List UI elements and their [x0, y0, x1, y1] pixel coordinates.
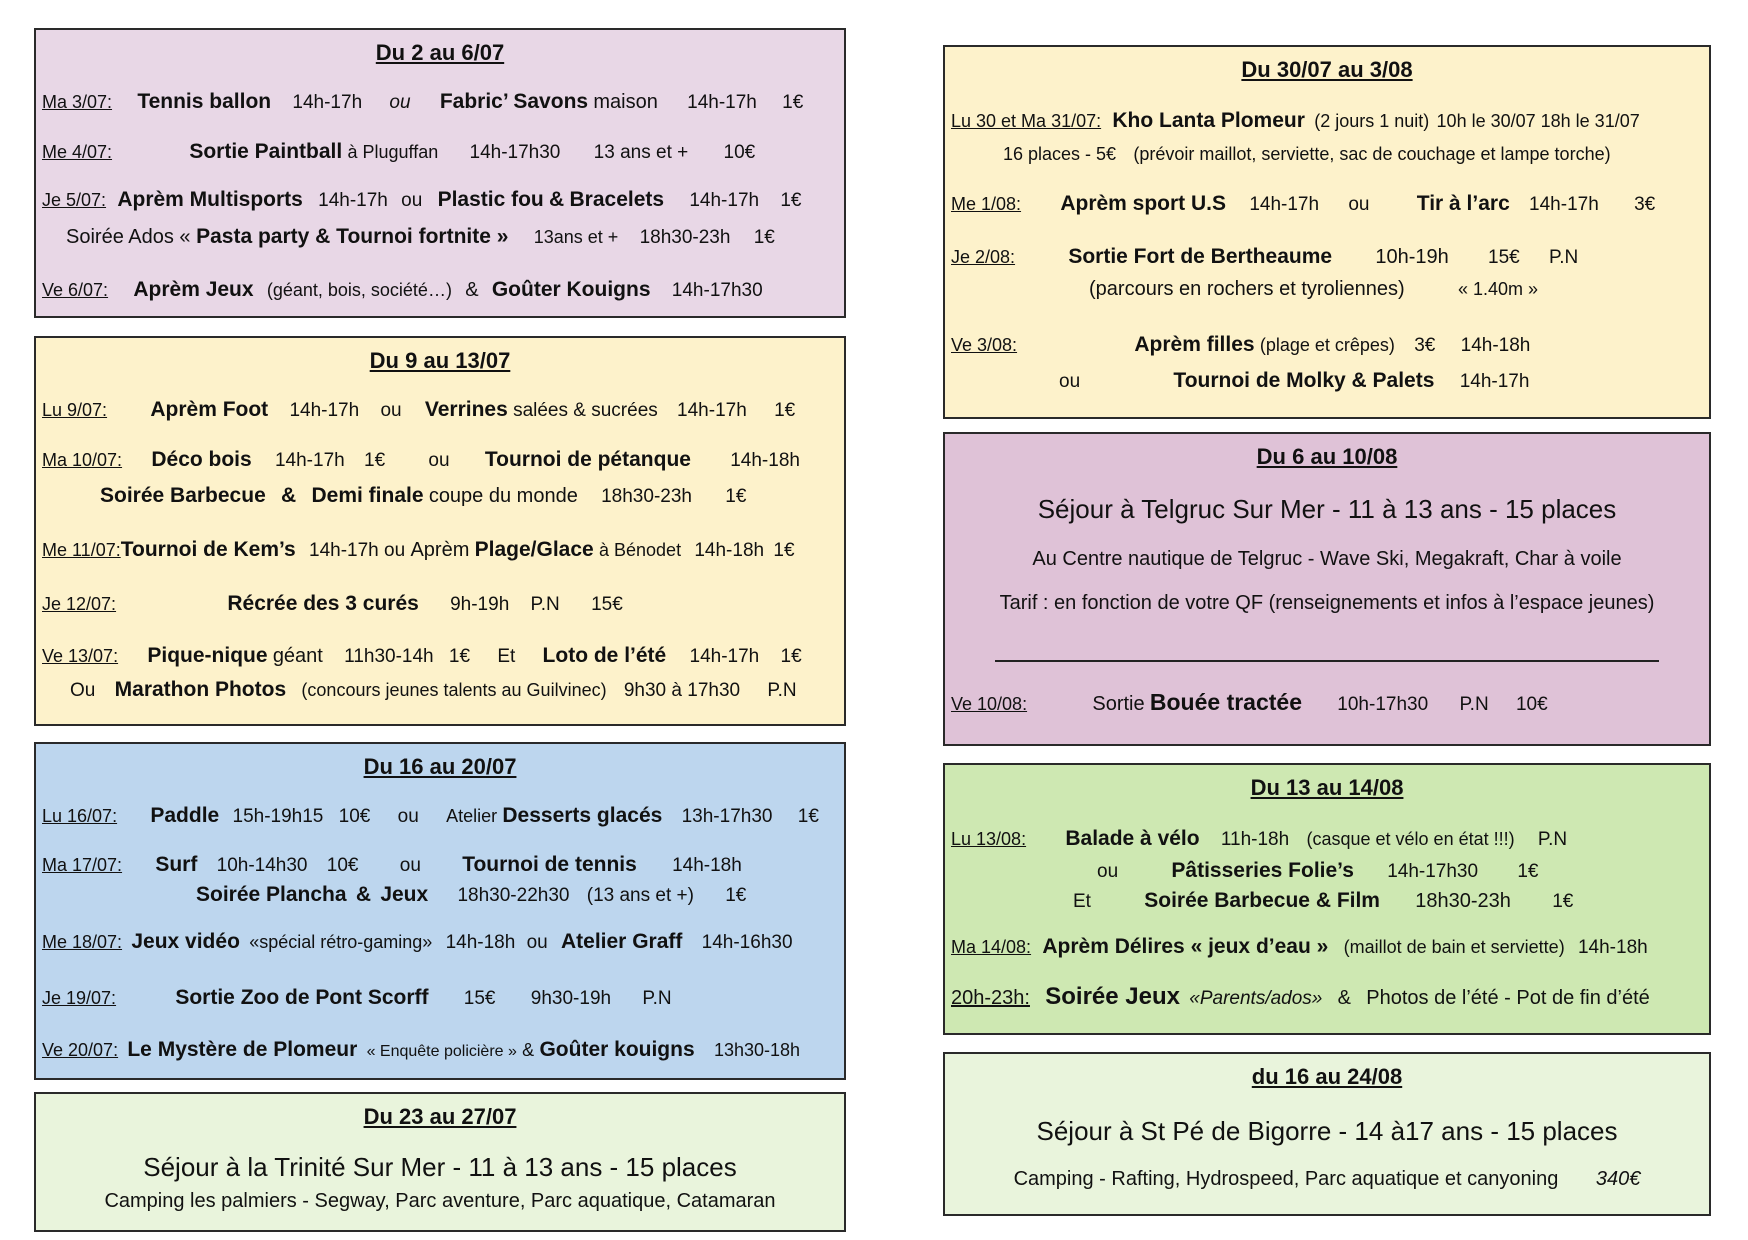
day-label: Ma 3/07:: [42, 92, 113, 112]
week-title: Du 30/07 au 3/08: [1241, 57, 1413, 82]
activity-row: Ou Marathon Photos (concours jeunes talents au Guilvinec) 9h30 à 17h30 P.N: [70, 678, 797, 701]
activity-row: Soirée Ados « Pasta party & Tournoi fortnite » 13ans et + 18h30-23h 1€: [66, 225, 775, 248]
activity-row: Je 2/08: Sortie Fort de Bertheaume 10h-19h 15€ P.N: [951, 245, 1579, 268]
activity-row: Me 18/07: Jeux vidéo «spécial rétro-gaming» 14h-18h ou Atelier Graff 14h-16h30: [42, 930, 793, 953]
day-label: Me 4/07:: [42, 142, 113, 162]
activity-row: Me 11/07:Tournoi de Kem’s 14h-17h ou Aprèm Plage/Glace à Bénodet 14h-18h 1€: [42, 538, 795, 561]
trip-headline: Séjour à St Pé de Bigorre - 14 à17 ans - 15 places: [1036, 1116, 1618, 1146]
activity-row: Et Soirée Barbecue & Film 18h30-23h 1€: [1073, 889, 1574, 912]
day-label: Me 18/07:: [42, 932, 123, 952]
day-label: Ve 10/08:: [951, 694, 1028, 714]
week-block-9-13-07: [34, 336, 846, 726]
trip-price-info: Tarif : en fonction de votre QF (renseignements et infos à l’espace jeunes): [999, 592, 1655, 614]
week-block-6-10-08: [943, 432, 1711, 746]
day-label: Ve 6/07:: [42, 280, 109, 300]
day-label: Lu 9/07:: [42, 400, 108, 420]
week-title: Du 16 au 20/07: [363, 754, 517, 779]
week-title: Du 2 au 6/07: [375, 40, 505, 65]
activity-row: Soirée Barbecue & Demi finale coupe du monde 18h30-23h 1€: [100, 484, 747, 507]
activity-row: Me 1/08: Aprèm sport U.S 14h-17h ou Tir à l’arc 14h-17h 3€: [951, 192, 1656, 215]
activity-row: Ma 14/08: Aprèm Délires « jeux d’eau » (maillot de bain et serviette) 14h-18h: [951, 935, 1648, 958]
week-block-2-6-07: [34, 28, 846, 318]
activity-row: Lu 16/07: Paddle 15h-19h15 10€ ou Atelier Desserts glacés 13h-17h30 1€: [42, 804, 819, 827]
activity-row: Je 5/07: Aprèm Multisports 14h-17h ou Plastic fou & Bracelets 14h-17h 1€: [42, 188, 802, 211]
day-label: 20h-23h:: [951, 987, 1030, 1009]
day-label: Lu 13/08:: [951, 829, 1027, 849]
trip-headline: Séjour à la Trinité Sur Mer - 11 à 13 ans - 15 places: [143, 1152, 737, 1182]
activity-row: Lu 30 et Ma 31/07: Kho Lanta Plomeur (2 jours 1 nuit) 10h le 30/07 18h le 31/07: [951, 109, 1640, 132]
trip-details: Au Centre nautique de Telgruc - Wave Ski, Megakraft, Char à voile: [1032, 548, 1622, 570]
week-title: Du 23 au 27/07: [363, 1104, 517, 1129]
trip-price: 340€: [1595, 1168, 1641, 1190]
trip-details: Camping les palmiers - Segway, Parc aventure, Parc aquatique, Catamaran: [104, 1190, 776, 1212]
activity-row: 20h-23h: Soirée Jeux «Parents/ados» & Photos de l’été - Pot de fin d’été: [951, 983, 1650, 1010]
activity-row: Ve 3/08: Aprèm filles (plage et crêpes) 3€ 14h-18h: [951, 333, 1531, 356]
activity-row: Lu 13/08: Balade à vélo 11h-18h (casque et vélo en état !!!) P.N: [951, 827, 1568, 850]
activity-row: ou Tournoi de Molky & Palets 14h-17h: [1059, 369, 1530, 392]
day-label: Ma 14/08:: [951, 937, 1032, 957]
day-label: Me 11/07:: [42, 540, 121, 560]
activity-row: Ma 3/07: Tennis ballon 14h-17h ou Fabric’ Savons maison 14h-17h 1€: [42, 90, 804, 113]
trip-details: Camping - Rafting, Hydrospeed, Parc aquatique et canyoning 340€: [1013, 1168, 1641, 1190]
activity-row: Ve 20/07: Le Mystère de Plomeur « Enquête policière » & Goûter kouigns 13h30-18h: [42, 1038, 801, 1061]
activity-row: Lu 9/07: Aprèm Foot 14h-17h ou Verrines salées & sucrées 14h-17h 1€: [42, 398, 796, 421]
day-label: Ma 10/07:: [42, 450, 123, 470]
day-label: Je 2/08:: [951, 247, 1016, 267]
week-title: Du 13 au 14/08: [1250, 775, 1404, 800]
week-block-23-27-07: [34, 1092, 846, 1232]
activity-row: Me 4/07: Sortie Paintball à Pluguffan 14h-17h30 13 ans et + 10€: [42, 140, 756, 163]
week-block-16-24-08: [943, 1052, 1711, 1216]
trip-headline: Séjour à Telgruc Sur Mer - 11 à 13 ans - 15 places: [1037, 494, 1617, 524]
day-label: Ve 3/08:: [951, 335, 1018, 355]
activity-row: Ma 17/07: Surf 10h-14h30 10€ ou Tournoi de tennis 14h-18h: [42, 853, 742, 876]
day-label: Je 5/07:: [42, 190, 107, 210]
divider-line: [995, 660, 1659, 662]
activity-row: ou Pâtisseries Folie’s 14h-17h30 1€: [1097, 859, 1539, 882]
day-label: Ve 20/07:: [42, 1040, 119, 1060]
week-title: Du 6 au 10/08: [1256, 444, 1398, 469]
day-label: Je 12/07:: [42, 594, 117, 614]
week-title: Du 9 au 13/07: [369, 348, 511, 373]
day-label: Lu 16/07:: [42, 806, 118, 826]
week-block-16-20-07: [34, 742, 846, 1080]
activity-row: 16 places - 5€ (prévoir maillot, serviette, sac de couchage et lampe torche): [1003, 144, 1611, 164]
activity-row: (parcours en rochers et tyroliennes) « 1.40m »: [1089, 278, 1539, 300]
activity-row: Ve 13/07: Pique-nique géant 11h30-14h 1€ Et Loto de l’été 14h-17h 1€: [42, 644, 802, 667]
day-label: Ve 13/07:: [42, 646, 119, 666]
activity-row: Ve 6/07: Aprèm Jeux (géant, bois, société…) & Goûter Kouigns 14h-17h30: [42, 278, 763, 301]
activity-row: Je 12/07: Récrée des 3 curés 9h-19h P.N 15€: [42, 592, 623, 615]
activity-row: Soirée Plancha & Jeux 18h30-22h30 (13 ans et +) 1€: [196, 883, 747, 906]
week-block-30-07-3-08: [943, 45, 1711, 419]
day-label: Me 1/08:: [951, 194, 1022, 214]
day-label: Je 19/07:: [42, 988, 117, 1008]
activity-row: Je 19/07: Sortie Zoo de Pont Scorff 15€ 9h30-19h P.N: [42, 986, 672, 1009]
week-block-13-14-08: [943, 763, 1711, 1035]
activity-row: Ma 10/07: Déco bois 14h-17h 1€ ou Tournoi de pétanque 14h-18h: [42, 448, 800, 471]
day-label: Ma 17/07:: [42, 855, 123, 875]
activity-row: Ve 10/08: Sortie Bouée tractée 10h-17h30 P.N 10€: [951, 689, 1548, 715]
day-label: Lu 30 et Ma 31/07:: [951, 111, 1102, 131]
week-title: du 16 au 24/08: [1251, 1064, 1403, 1089]
